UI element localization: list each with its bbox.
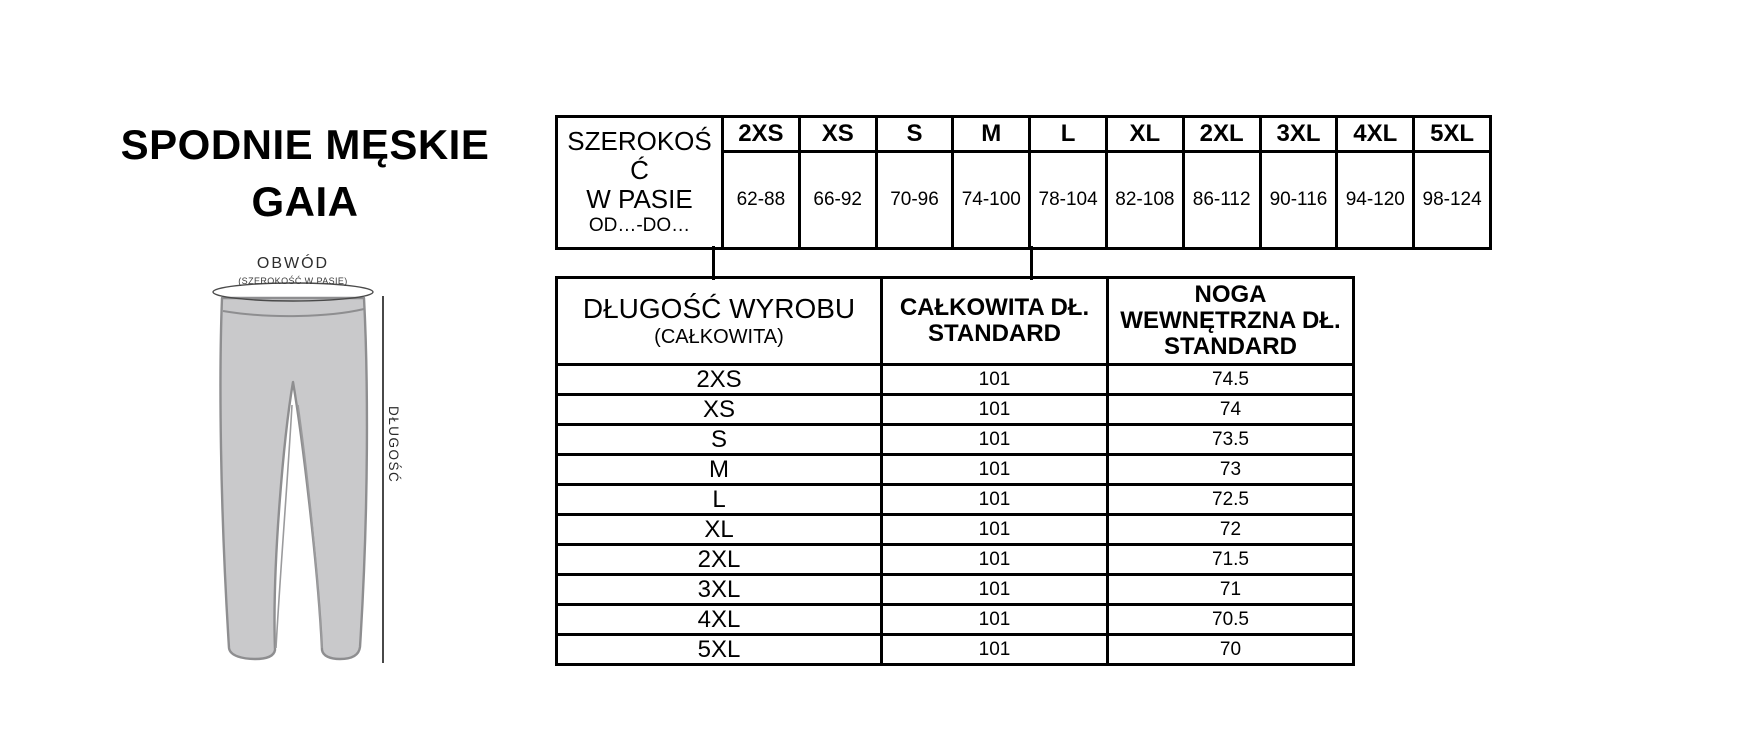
length-table-row bbox=[557, 605, 1354, 635]
length-size-cell: 2XL bbox=[557, 545, 882, 575]
inseam-length-cell: 71 bbox=[1108, 575, 1354, 605]
length-size-cell: L bbox=[557, 485, 882, 515]
waist-sublabel: (SZEROKOŚĆ W PASIE) bbox=[238, 276, 348, 286]
waist-size-header-cell: L bbox=[1030, 117, 1107, 152]
total-length-cell: 101 bbox=[882, 575, 1108, 605]
length-table-row bbox=[557, 485, 1354, 515]
table-connector-line-left bbox=[712, 246, 715, 280]
length-table-row bbox=[557, 455, 1354, 485]
length-col1-header bbox=[557, 278, 882, 365]
length-table-row bbox=[557, 395, 1354, 425]
total-length-cell: 101 bbox=[882, 635, 1108, 665]
waist-range-cell: 62-88 bbox=[723, 152, 800, 249]
inseam-length-cell: 72 bbox=[1108, 515, 1354, 545]
waist-size-header-cell: 5XL bbox=[1414, 117, 1491, 152]
waist-header-line-1: SZEROKOŚ bbox=[567, 126, 712, 156]
waist-label: OBWÓD bbox=[256, 255, 330, 272]
length-col3-header-line-1: NOGA bbox=[1194, 281, 1267, 308]
title-line-2: GAIA bbox=[251, 178, 359, 225]
length-table-row bbox=[557, 365, 1354, 395]
length-col2-header-line-1: CAŁKOWITA DŁ. bbox=[899, 294, 1090, 321]
waist-header-line-3: W PASIE bbox=[586, 184, 693, 214]
length-size-cell: XL bbox=[557, 515, 882, 545]
length-col3-header bbox=[1108, 278, 1354, 365]
total-length-cell: 101 bbox=[882, 515, 1108, 545]
pants-shape bbox=[220, 298, 366, 659]
inseam-length-cell: 70.5 bbox=[1108, 605, 1354, 635]
length-col3-header-line-3: STANDARD bbox=[1164, 333, 1297, 360]
total-length-cell: 101 bbox=[882, 605, 1108, 635]
inseam-length-cell: 73.5 bbox=[1108, 425, 1354, 455]
length-col2-header bbox=[882, 278, 1108, 365]
waist-sizes-row bbox=[557, 117, 1491, 152]
waist-size-header-cell: 2XS bbox=[723, 117, 800, 152]
waist-header-line-4: OD…-DO… bbox=[588, 215, 691, 236]
length-size-cell: S bbox=[557, 425, 882, 455]
length-table-header-row bbox=[557, 278, 1354, 365]
length-size-cell: 4XL bbox=[557, 605, 882, 635]
waist-size-header-cell: 3XL bbox=[1260, 117, 1337, 152]
waist-range-cell: 90-116 bbox=[1260, 152, 1337, 249]
total-length-cell: 101 bbox=[882, 395, 1108, 425]
title-line-1: SPODNIE MĘSKIE bbox=[120, 121, 490, 168]
waist-header-line-2: Ć bbox=[630, 155, 649, 185]
length-table-row bbox=[557, 545, 1354, 575]
inseam-length-cell: 72.5 bbox=[1108, 485, 1354, 515]
length-table-row bbox=[557, 515, 1354, 545]
waist-size-header-cell: S bbox=[876, 117, 953, 152]
waist-range-cell: 70-96 bbox=[876, 152, 953, 249]
inseam-length-cell: 71.5 bbox=[1108, 545, 1354, 575]
length-size-cell: 2XS bbox=[557, 365, 882, 395]
length-col1-header-main: DŁUGOŚĆ WYROBU bbox=[582, 293, 856, 324]
length-size-cell: M bbox=[557, 455, 882, 485]
total-length-cell: 101 bbox=[882, 365, 1108, 395]
inseam-length-cell: 73 bbox=[1108, 455, 1354, 485]
total-length-cell: 101 bbox=[882, 425, 1108, 455]
length-size-cell: 5XL bbox=[557, 635, 882, 665]
waist-size-header-cell: XS bbox=[799, 117, 876, 152]
product-length-table bbox=[555, 276, 1355, 666]
waist-range-cell: 66-92 bbox=[799, 152, 876, 249]
length-table-row bbox=[557, 425, 1354, 455]
length-label: DŁUGOŚĆ bbox=[386, 406, 401, 484]
waist-size-header-cell: XL bbox=[1106, 117, 1183, 152]
length-size-cell: XS bbox=[557, 395, 882, 425]
waist-range-cell: 98-124 bbox=[1414, 152, 1491, 249]
total-length-cell: 101 bbox=[882, 485, 1108, 515]
length-size-cell: 3XL bbox=[557, 575, 882, 605]
total-length-cell: 101 bbox=[882, 455, 1108, 485]
total-length-cell: 101 bbox=[882, 545, 1108, 575]
length-col2-header-line-2: STANDARD bbox=[928, 320, 1061, 347]
waist-range-cell: 94-120 bbox=[1337, 152, 1414, 249]
waist-range-cell: 74-100 bbox=[953, 152, 1030, 249]
waist-size-table bbox=[555, 115, 1492, 250]
waist-range-cell: 82-108 bbox=[1106, 152, 1183, 249]
waist-size-header-cell: M bbox=[953, 117, 1030, 152]
waist-range-cell: 78-104 bbox=[1030, 152, 1107, 249]
inseam-length-cell: 70 bbox=[1108, 635, 1354, 665]
length-table-row bbox=[557, 575, 1354, 605]
inseam-length-cell: 74 bbox=[1108, 395, 1354, 425]
length-col1-header-sub: (CAŁKOWITA) bbox=[654, 326, 784, 348]
waist-size-header-cell: 4XL bbox=[1337, 117, 1414, 152]
table-connector-line-right bbox=[1030, 246, 1033, 280]
waist-table-header-cell bbox=[557, 117, 723, 249]
inseam-length-cell: 74.5 bbox=[1108, 365, 1354, 395]
waist-size-header-cell: 2XL bbox=[1183, 117, 1260, 152]
page-title bbox=[75, 116, 535, 230]
length-col3-header-line-2: WEWNĘTRZNA DŁ. bbox=[1120, 307, 1341, 334]
waist-range-cell: 86-112 bbox=[1183, 152, 1260, 249]
length-table-row bbox=[557, 635, 1354, 665]
pants-illustration bbox=[180, 255, 420, 680]
